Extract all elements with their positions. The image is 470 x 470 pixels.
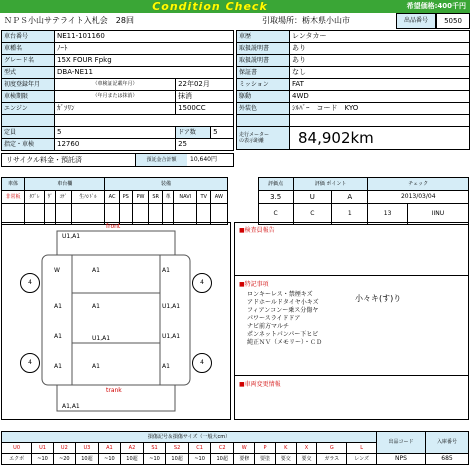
disp-km: 25 (176, 139, 234, 151)
warranty-status: なし (290, 67, 470, 79)
inspection-note: （年月または抹消） (55, 91, 176, 103)
auction-name: ＮＰＳ小山サテライト入札会 28回 (4, 16, 134, 25)
grade-s4: 13 (368, 204, 407, 225)
tire-depth: 4 (20, 273, 40, 293)
fee-label: 入庫番号 (426, 432, 469, 454)
manual-status-2: あり (290, 55, 470, 67)
inspector-report-heading: ■検査員報告 (239, 227, 275, 234)
equip-col: ｺｹﾞ (56, 191, 72, 204)
legend-code: A1 (99, 443, 121, 454)
legend-size: 10超 (75, 454, 98, 465)
inspector: IINU (407, 204, 468, 225)
code-label: 出品コード (377, 432, 426, 454)
legend-size: ~20 (53, 454, 75, 465)
spec-label: 定員 (2, 127, 55, 139)
notes-panel (234, 222, 469, 420)
equip-col: PS (119, 191, 132, 204)
inspection-value: 抹消 (176, 91, 234, 103)
equip-col: TV (197, 191, 211, 204)
equip-col: 生ﾊﾝﾄﾞﾙ (71, 191, 105, 204)
legend-code: U2 (53, 443, 75, 454)
first-reg-value: 22年02月 (176, 79, 234, 91)
odometer-label (237, 127, 290, 150)
legend-size: 10超 (120, 454, 143, 465)
damage-mark: A1 (54, 333, 62, 340)
tire-depth: 4 (192, 273, 212, 293)
legend-code: G (317, 443, 347, 454)
body-detail-header: 車台欄 (25, 178, 105, 191)
grade-s2: C (293, 204, 331, 225)
legend-size: 要修 (234, 454, 255, 465)
equip-col: ｳﾞ (45, 191, 56, 204)
note-line: 純正ＮＶ（メモリー）・ＣＤ (247, 339, 323, 346)
legend-code: U0 (2, 443, 32, 454)
eval-header: 評価点 (258, 178, 293, 191)
odometer-label-1: 走行メーター (239, 132, 270, 138)
door-label: ドア数 (176, 127, 211, 139)
drive-type: 4WD (290, 91, 470, 103)
spec-label: ミッション (237, 79, 290, 91)
notes-list (247, 291, 322, 347)
spec-label: 車検期限 (2, 91, 55, 103)
note-line: フィアンコンー乗ス分傷ヤ (247, 307, 319, 314)
damage-mark: U1,A1 (162, 303, 181, 310)
capacity-value: 5 (55, 127, 176, 139)
legend-size: ガラス (317, 454, 347, 465)
damage-mark: A1,A1 (62, 403, 80, 410)
legend-size: ~10 (189, 454, 211, 465)
equip-col: AW (211, 191, 228, 204)
damage-diagram (1, 222, 231, 420)
spec-label: 指定・車検 (2, 139, 55, 151)
spec-label: 型式 (2, 67, 55, 79)
damage-mark: A1 (92, 363, 100, 370)
spec-label: グレード名 (2, 55, 55, 67)
disp-value: 12760 (55, 139, 176, 151)
damage-mark: U1,A1 (162, 333, 181, 340)
legend-code: U1 (32, 443, 54, 454)
note-line: アドホールドタイヤ小キズ (247, 299, 319, 306)
note-line: ロンキーレス・禁煙キズ (247, 291, 313, 298)
spec-label: 車歴 (237, 31, 290, 43)
equipment-table (1, 177, 469, 225)
spec-label: 取扱説明書 (237, 55, 290, 67)
transmission: FAT (290, 79, 470, 91)
spec-label: 外装色 (237, 103, 290, 115)
equip-col: ﾀﾌﾟﾚ (25, 191, 45, 204)
spec-label: 駆動 (237, 91, 290, 103)
score-interior: A (332, 191, 368, 204)
vehicle-history: レンタカー (290, 31, 470, 43)
tire-depth: 4 (20, 353, 40, 373)
pickup-location: 引取場所：栃木県小山市 (262, 16, 350, 25)
legend-code: A2 (120, 443, 143, 454)
lot-number-label: 出品番号 (396, 13, 436, 29)
damage-mark: A1 (54, 303, 62, 310)
legend-code: K (275, 443, 296, 454)
odometer-label-2: の表示距離 (239, 138, 265, 144)
damage-mark: U1,A1 (62, 233, 81, 240)
damage-mark: A1 (162, 267, 170, 274)
grade-s1: C (258, 204, 293, 225)
damage-mark: W (54, 267, 60, 274)
spec-table-right (236, 30, 470, 150)
damage-mark: A1 (54, 363, 62, 370)
legend-size: ~10 (32, 454, 54, 465)
spec-table-left (1, 30, 234, 151)
fuel-type: ｶﾞｿﾘﾝ (55, 103, 176, 115)
equip-col: 革 (163, 191, 174, 204)
grade-header: 評価 ポイント (293, 178, 368, 191)
equip-col: NAVI (174, 191, 197, 204)
recycle-label: リサイクル料金・預託済 (1, 153, 234, 167)
recycle-amount-label: 預託金合計額 (135, 154, 187, 166)
note-line: ポンネットパンパー下ヒビ (247, 331, 319, 338)
odometer-value: 84,902km (290, 127, 470, 150)
model-code: DBA-NE11 (55, 67, 234, 79)
damage-mark: A1 (92, 267, 100, 274)
entry-number: 685 (426, 454, 469, 465)
legend-code: L (347, 443, 377, 454)
spec-label: 車種名 (2, 43, 55, 55)
rear-label: trank (106, 387, 122, 394)
check-header: チェック (368, 178, 469, 191)
check-date: 2013/03/04 (368, 191, 469, 204)
recycle-amount: 10,640円 (190, 156, 217, 163)
front-label: front (106, 223, 121, 230)
asking-price: 希望価格:400千円 (406, 2, 466, 10)
legend-size: 要交 (296, 454, 317, 465)
legend-code: X (296, 443, 317, 454)
score-value: 3.5 (258, 191, 293, 204)
legend-code: S1 (144, 443, 166, 454)
grade-name: 15X FOUR Fpkg (55, 55, 234, 67)
legend-code: U3 (75, 443, 98, 454)
exterior-color: ｼﾙﾊﾞｰ コード KYO (290, 103, 470, 115)
damage-legend (1, 431, 469, 465)
legend-code: S2 (165, 443, 188, 454)
equip-col: 非常板 (2, 191, 25, 204)
exhibit-code: NPS (377, 454, 426, 465)
legend-size: 10超 (165, 454, 188, 465)
legend-size: 10超 (211, 454, 234, 465)
legend-size: ~10 (144, 454, 166, 465)
tire-depth: 4 (192, 353, 212, 373)
legend-size: ~10 (99, 454, 121, 465)
legend-title: 損傷記号＆損傷サイズ（一般大cm） (2, 432, 377, 443)
door-count: 5 (211, 127, 234, 139)
equip-col: PW (132, 191, 148, 204)
note-line: パワースライドドア (247, 315, 301, 322)
body-header: 車体 (2, 178, 25, 191)
spec-label: エンジン (2, 103, 55, 115)
legend-size: 要塗 (255, 454, 276, 465)
first-reg-note: （車検証記載年月） (55, 79, 176, 91)
equip-col: SR (149, 191, 163, 204)
spec-label: 初度登録年月 (2, 79, 55, 91)
legend-code: P (255, 443, 276, 454)
manual-status: あり (290, 43, 470, 55)
legend-code: W (234, 443, 255, 454)
vehicle-change-heading: ■車両変更情報 (239, 381, 281, 388)
equip-col: AC (105, 191, 119, 204)
damage-mark: U1,A1 (92, 335, 111, 342)
displacement: 1500CC (176, 103, 234, 115)
chassis-number: NE11-101160 (55, 31, 234, 43)
model-name: ﾉｰﾄ (55, 43, 234, 55)
sheet-title: Condition Check (152, 0, 268, 13)
legend-size: レンズ (347, 454, 377, 465)
grade-s3: 1 (332, 204, 368, 225)
special-notes-heading: ■特記事項 (239, 281, 269, 288)
damage-mark: A1 (162, 363, 170, 370)
header-banner (0, 0, 470, 13)
lot-number: 5050 (436, 13, 470, 29)
damage-mark: A1 (92, 303, 100, 310)
legend-size: 要交 (275, 454, 296, 465)
spec-label: 車台番号 (2, 31, 55, 43)
spec-label: 取扱説明書 (237, 43, 290, 55)
legend-code: C1 (189, 443, 211, 454)
note-line: ナビ前方マルチ (247, 323, 290, 330)
legend-code: C2 (211, 443, 234, 454)
spec-label: 保証書 (237, 67, 290, 79)
legend-size: エクボ (2, 454, 32, 465)
handwritten-tag: 小々キ(す)り (355, 294, 402, 303)
score-exterior: U (293, 191, 331, 204)
equip-header: 装備 (105, 178, 227, 191)
